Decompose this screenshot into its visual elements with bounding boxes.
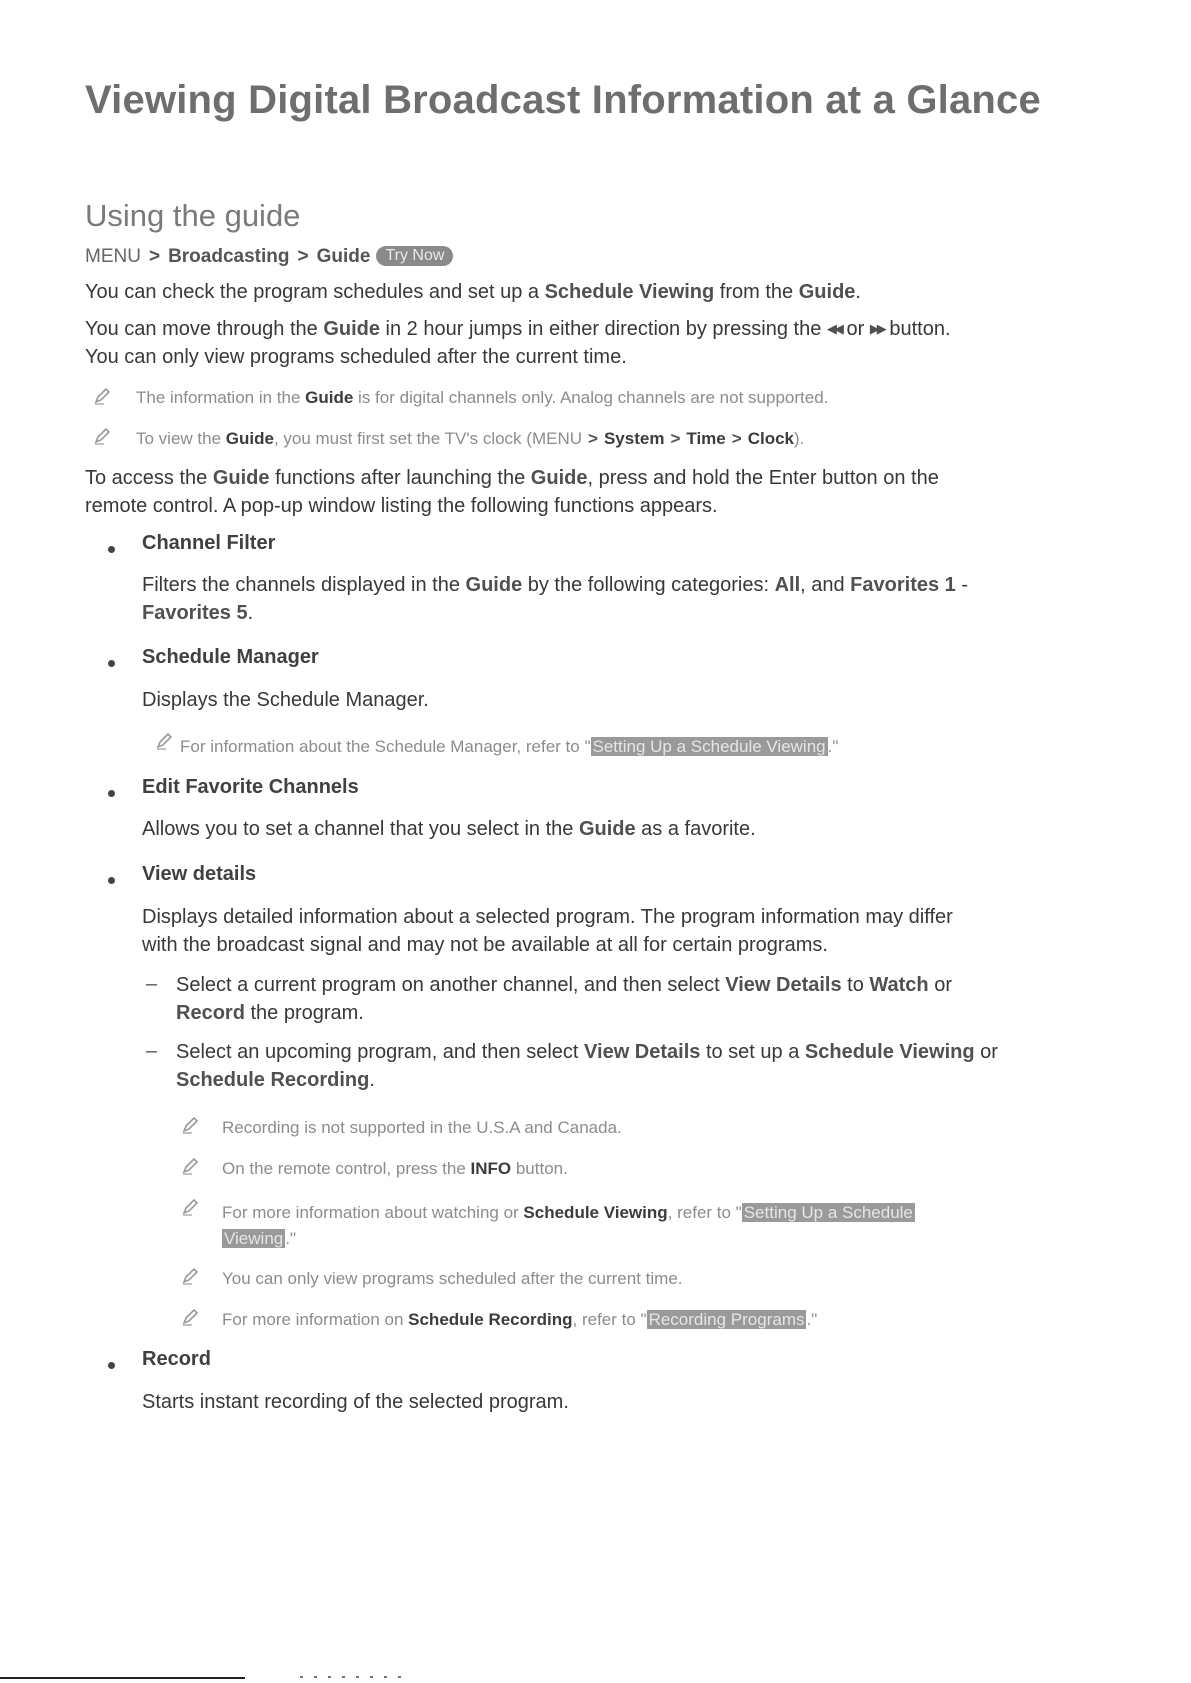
item-title-edit-favorite-channels: Edit Favorite Channels bbox=[142, 776, 359, 798]
text: . bbox=[247, 602, 254, 624]
try-now-button[interactable]: Try Now bbox=[376, 246, 453, 266]
schedule-recording-term: Schedule Recording bbox=[176, 1069, 370, 1091]
bullet-icon bbox=[108, 877, 115, 884]
item-desc-record: Starts instant recording of the selected program. bbox=[142, 1391, 569, 1413]
text: the program. bbox=[244, 1002, 364, 1024]
text: , refer to " bbox=[667, 1203, 742, 1222]
text: To access the bbox=[85, 467, 213, 489]
menu-path-broadcasting: Broadcasting bbox=[168, 246, 290, 267]
note-schedule-viewing bbox=[222, 1200, 915, 1252]
guide-term: Guide bbox=[323, 318, 380, 340]
item-desc-view-details bbox=[142, 903, 953, 959]
clock-term: Clock bbox=[747, 429, 794, 448]
text: For information about the Schedule Manager, refer to " bbox=[180, 737, 591, 756]
text: The information in the bbox=[136, 388, 306, 407]
text: or bbox=[974, 1041, 998, 1063]
bullet-icon bbox=[108, 1362, 115, 1369]
text: in 2 hour jumps in either direction by pressing the bbox=[380, 318, 827, 340]
note-pencil-icon bbox=[92, 426, 112, 446]
text: , refer to " bbox=[572, 1310, 647, 1329]
dash-marker: – bbox=[146, 973, 158, 995]
favorites-5-term: Favorites 5 bbox=[142, 602, 248, 624]
chevron-right-icon: > bbox=[588, 429, 598, 448]
text: , and bbox=[800, 574, 851, 596]
note-pencil-icon bbox=[180, 1266, 200, 1286]
guide-term: Guide bbox=[578, 818, 636, 840]
schedule-viewing-term: Schedule Viewing bbox=[804, 1041, 975, 1063]
time-term: Time bbox=[686, 429, 726, 448]
text: button. bbox=[511, 1159, 568, 1178]
item-title-view-details: View details bbox=[142, 863, 257, 885]
text: . bbox=[369, 1069, 375, 1091]
text: ). bbox=[793, 429, 805, 448]
record-term: Record bbox=[176, 1002, 245, 1024]
item-desc-schedule-manager: Displays the Schedule Manager. bbox=[142, 689, 429, 711]
text: Filters the channels displayed in the bbox=[142, 574, 466, 596]
text: to bbox=[841, 974, 870, 996]
text: functions after launching the bbox=[269, 467, 531, 489]
guide-term: Guide bbox=[212, 467, 270, 489]
text: or bbox=[928, 974, 952, 996]
note-pencil-icon bbox=[154, 731, 174, 751]
note-recording-not-supported: Recording is not supported in the U.S.A and Canada. bbox=[222, 1118, 622, 1137]
schedule-viewing-term: Schedule Viewing bbox=[544, 281, 715, 303]
text: button. bbox=[883, 318, 951, 340]
menu-path bbox=[85, 246, 453, 268]
note-schedule-manager bbox=[180, 737, 838, 757]
link-viewing[interactable]: Viewing bbox=[224, 1229, 284, 1248]
note-pencil-icon bbox=[92, 386, 112, 406]
link-setting-up-schedule-viewing[interactable]: Setting Up a Schedule Viewing bbox=[592, 737, 826, 756]
text: ." bbox=[806, 1310, 818, 1329]
menu-path-guide: Guide bbox=[316, 246, 371, 267]
item-title-channel-filter: Channel Filter bbox=[142, 532, 276, 554]
text: . bbox=[855, 281, 861, 303]
text: with the broadcast signal and may not be available at all for certain programs. bbox=[142, 934, 828, 956]
text: is for digital channels only. Analog channels are not supported. bbox=[353, 388, 829, 407]
sub-item-upcoming-program bbox=[176, 1038, 998, 1094]
page-title: Viewing Digital Broadcast Information at a Glance bbox=[85, 78, 1041, 122]
view-details-term: View Details bbox=[584, 1041, 701, 1063]
sub-item-current-program bbox=[176, 971, 952, 1027]
intro-paragraph-1 bbox=[85, 278, 861, 306]
note-pencil-icon bbox=[180, 1307, 200, 1327]
chevron-right-icon: > bbox=[731, 429, 742, 448]
favorites-1-term: Favorites 1 bbox=[850, 574, 956, 596]
note-info-button bbox=[222, 1159, 568, 1179]
text: to set up a bbox=[700, 1041, 805, 1063]
schedule-viewing-term: Schedule Viewing bbox=[523, 1203, 668, 1222]
chevron-right-icon: > bbox=[670, 429, 681, 448]
text: For more information on bbox=[222, 1310, 409, 1329]
menu-path-menu: MENU bbox=[85, 246, 141, 267]
chevron-right-icon: > bbox=[148, 246, 161, 267]
all-term: All bbox=[774, 574, 801, 596]
item-title-record: Record bbox=[142, 1348, 211, 1370]
note-set-clock bbox=[136, 429, 804, 449]
text: Select a current program on another channel, and then select bbox=[176, 974, 726, 996]
note-guide-digital-only bbox=[136, 388, 828, 408]
watch-term: Watch bbox=[869, 974, 929, 996]
note-schedule-recording bbox=[222, 1310, 817, 1330]
note-pencil-icon bbox=[180, 1115, 200, 1135]
guide-term: Guide bbox=[465, 574, 523, 596]
text: You can check the program schedules and set up a bbox=[85, 281, 545, 303]
note-pencil-icon bbox=[180, 1156, 200, 1176]
text: On the remote control, press the bbox=[222, 1159, 471, 1178]
text: ." bbox=[827, 737, 839, 756]
guide-term: Guide bbox=[225, 429, 274, 448]
bullet-icon bbox=[108, 546, 115, 553]
text: You can only view programs scheduled after the current time. bbox=[85, 346, 627, 368]
view-details-term: View Details bbox=[725, 974, 842, 996]
text: Select an upcoming program, and then select bbox=[176, 1041, 585, 1063]
menu-term: MENU bbox=[531, 429, 583, 448]
footer-rule bbox=[0, 1677, 245, 1679]
text: Allows you to set a channel that you select in the bbox=[142, 818, 579, 840]
system-term: System bbox=[603, 429, 665, 448]
note-pencil-icon bbox=[180, 1197, 200, 1217]
text: - bbox=[955, 574, 968, 596]
guide-term: Guide bbox=[798, 281, 856, 303]
info-term: INFO bbox=[470, 1159, 512, 1178]
guide-term: Guide bbox=[305, 388, 354, 407]
chevron-right-icon: > bbox=[297, 246, 309, 267]
fast-forward-icon: ▶▶ bbox=[869, 321, 884, 336]
text: To view the bbox=[136, 429, 226, 448]
text: Displays detailed information about a selected program. The program information may differ bbox=[142, 906, 953, 928]
text: as a favorite. bbox=[635, 818, 756, 840]
text: from the bbox=[714, 281, 799, 303]
rewind-icon: ◀◀ bbox=[826, 321, 841, 336]
text: , press and hold the Enter button on the bbox=[587, 467, 939, 489]
text: For more information about watching or bbox=[222, 1203, 524, 1222]
item-desc-channel-filter bbox=[142, 571, 968, 627]
note-current-time: You can only view programs scheduled after the current time. bbox=[222, 1269, 683, 1288]
dash-marker: – bbox=[146, 1040, 158, 1062]
text: , you must first set the TV's clock ( bbox=[273, 429, 532, 448]
bullet-icon bbox=[108, 790, 115, 797]
link-recording-programs[interactable]: Recording Programs bbox=[648, 1310, 805, 1329]
intro-paragraph-2 bbox=[85, 315, 951, 371]
intro-paragraph-3 bbox=[85, 464, 939, 520]
text: or bbox=[840, 318, 870, 340]
link-setting-up-schedule[interactable]: Setting Up a Schedule bbox=[743, 1203, 913, 1222]
schedule-recording-term: Schedule Recording bbox=[408, 1310, 573, 1329]
text: ." bbox=[285, 1229, 296, 1248]
text: remote control. A pop-up window listing the following functions appears. bbox=[85, 495, 718, 517]
guide-term: Guide bbox=[530, 467, 588, 489]
item-desc-edit-favorite-channels bbox=[142, 815, 756, 843]
footer-dots bbox=[300, 1676, 410, 1678]
text: by the following categories: bbox=[522, 574, 775, 596]
text: You can move through the bbox=[85, 318, 324, 340]
bullet-icon bbox=[108, 660, 115, 667]
item-title-schedule-manager: Schedule Manager bbox=[142, 646, 319, 668]
section-title: Using the guide bbox=[85, 198, 301, 233]
